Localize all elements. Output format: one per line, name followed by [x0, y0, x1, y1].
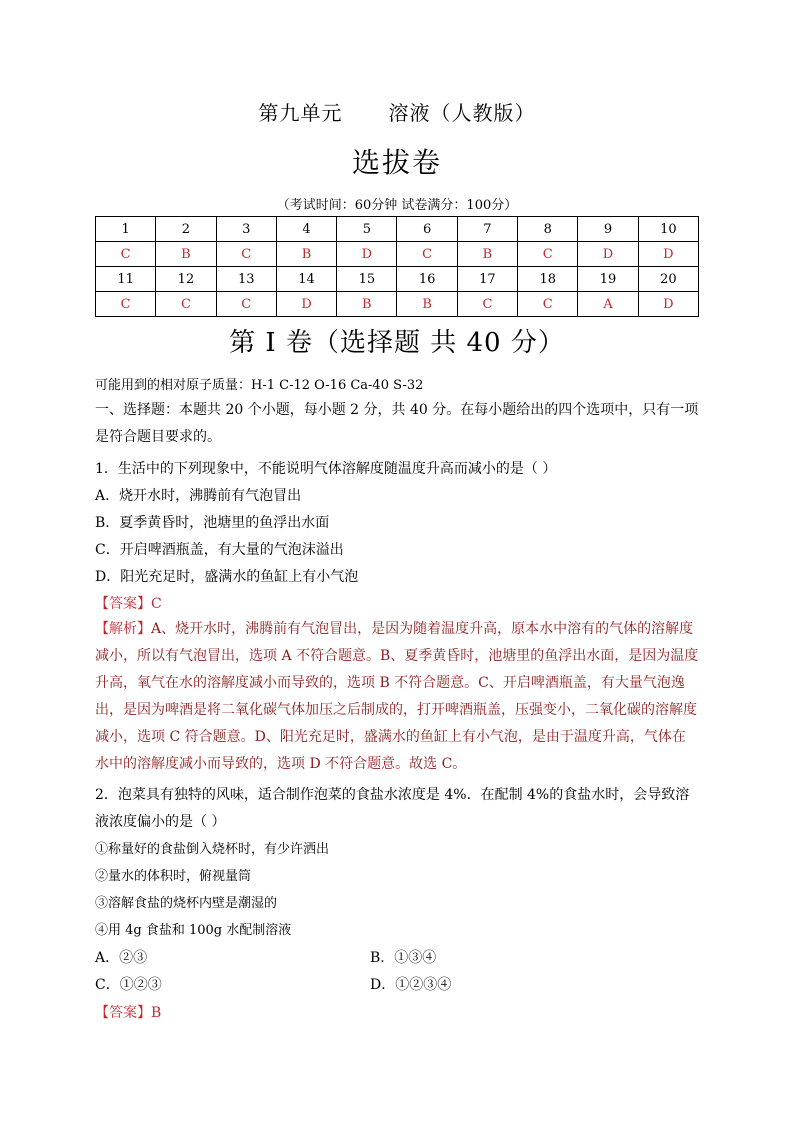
answer-cell: C — [216, 242, 276, 267]
answer-cell: A — [578, 292, 638, 317]
answer-cell: C — [518, 242, 578, 267]
question-number: 20 — [638, 267, 698, 292]
question-number: 10 — [638, 217, 698, 242]
question-2-option-a: A．②③ — [95, 950, 148, 966]
question-2-stem: 2．泡菜具有独特的风味，适合制作泡菜的食盐水浓度是 4%．在配制 4%的食盐水时，会导致溶液浓度偏小的是（ ） — [95, 787, 690, 830]
answer-cell: C — [96, 292, 156, 317]
section-title: 第 I 卷（选择题 共 40 分） — [229, 328, 565, 358]
question-number: 14 — [276, 267, 336, 292]
exam-info: （考试时间：60分钟 试卷满分：100分） — [276, 198, 518, 213]
answer-value: B — [151, 1005, 162, 1021]
answer-cell: D — [638, 242, 698, 267]
answer-cell: C — [96, 242, 156, 267]
question-number: 19 — [578, 267, 638, 292]
question-1-option-a: A．烧开水时，沸腾前有气泡冒出 — [95, 488, 302, 504]
answer-value: C — [151, 596, 162, 612]
answer-cell: B — [156, 242, 216, 267]
answer-cell: C — [397, 242, 457, 267]
question-number: 9 — [578, 217, 638, 242]
atomic-masses: 可能用到的相对原子质量：H-1 C-12 O-16 Ca-40 S-32 — [95, 378, 424, 393]
question-number: 1 — [96, 217, 156, 242]
question-number: 15 — [337, 267, 397, 292]
answer-cell: D — [578, 242, 638, 267]
question-number: 13 — [216, 267, 276, 292]
answer-cell: B — [276, 242, 336, 267]
answer-cell: C — [518, 292, 578, 317]
question-1-option-b: B．夏季黄昏时，池塘里的鱼浮出水面 — [95, 515, 330, 531]
question-number: 17 — [457, 267, 517, 292]
question-number: 2 — [156, 217, 216, 242]
answer-cell: B — [397, 292, 457, 317]
answer-label: 【答案】 — [95, 596, 151, 612]
question-2-statement-2: ②量水的体积时，俯视量筒 — [95, 869, 252, 884]
question-number: 5 — [337, 217, 397, 242]
answer-cell: C — [156, 292, 216, 317]
section-instructions: 一、选择题：本题共 20 个小题，每小题 2 分，共 40 分。在每小题给出的四个选项中，只有一项是符合题目要求的。 — [95, 402, 699, 445]
answer-table-answer-row — [96, 292, 699, 317]
question-1-option-d: D．阳光充足时，盛满水的鱼缸上有小气泡 — [95, 569, 359, 585]
answer-table — [95, 216, 699, 317]
question-2-answer — [95, 1002, 161, 1022]
question-2-statement-4: ④用 4g 食盐和 100g 水配制溶液 — [95, 923, 292, 938]
question-1-analysis — [95, 616, 699, 778]
answer-label: 【答案】 — [95, 1005, 151, 1021]
answer-table-number-row — [96, 267, 699, 292]
analysis-label: 【解析】 — [95, 621, 151, 637]
page-title — [0, 97, 794, 126]
answer-cell: C — [457, 292, 517, 317]
question-number: 18 — [518, 267, 578, 292]
paper-subtitle: 选拔卷 — [351, 146, 442, 179]
answer-cell: C — [216, 292, 276, 317]
answer-table-number-row — [96, 217, 699, 242]
answer-cell: D — [337, 242, 397, 267]
question-2-option-d: D．①②③④ — [370, 977, 452, 993]
question-number: 7 — [457, 217, 517, 242]
topic-label: 溶液（人教版） — [388, 101, 536, 125]
question-number: 12 — [156, 267, 216, 292]
question-number: 3 — [216, 217, 276, 242]
question-number: 11 — [96, 267, 156, 292]
question-2-option-b: B．①③④ — [370, 950, 437, 966]
question-number: 4 — [276, 217, 336, 242]
question-number: 16 — [397, 267, 457, 292]
question-1-answer — [95, 593, 162, 613]
answer-cell: D — [638, 292, 698, 317]
question-2-statement-3: ③溶解食盐的烧杯内壁是潮湿的 — [95, 896, 278, 911]
answer-cell: D — [276, 292, 336, 317]
unit-label: 第九单元 — [258, 101, 343, 125]
question-1-stem: 1．生活中的下列现象中，不能说明气体溶解度随温度升高而减小的是（ ） — [95, 461, 557, 477]
answer-cell: B — [337, 292, 397, 317]
question-2-option-c: C．①②③ — [95, 977, 162, 993]
question-1-option-c: C．开启啤酒瓶盖，有大量的气泡沫溢出 — [95, 542, 344, 558]
analysis-text: A、烧开水时，沸腾前有气泡冒出，是因为随着温度升高，原本水中溶有的气体的溶解度减小，所以有气泡冒出，选项 A 不符合题意。B、夏季黄昏时，池塘里的鱼浮出水面，是因为温度升高，氧气在水的溶解度减小而导致的，选项 B 不符合题意。C、开启啤酒瓶盖，有大量气泡逸出，是因为啤酒是将二氧化碳气体加压之后制成的，打开啤酒瓶盖，压强变小，二氧化碳的溶解度减小，选项 C 符合题意。D、阳光充足时，盛满水的鱼缸上有小气泡，是由于温度升高，气体在水中的溶解度减小而导致的，选项 D 不符合题意。故选 C。 — [95, 621, 699, 772]
answer-table-answer-row — [96, 242, 699, 267]
question-2-statement-1: ①称量好的食盐倒入烧杯时，有少许洒出 — [95, 842, 330, 857]
question-number: 6 — [397, 217, 457, 242]
question-number: 8 — [518, 217, 578, 242]
answer-cell: B — [457, 242, 517, 267]
